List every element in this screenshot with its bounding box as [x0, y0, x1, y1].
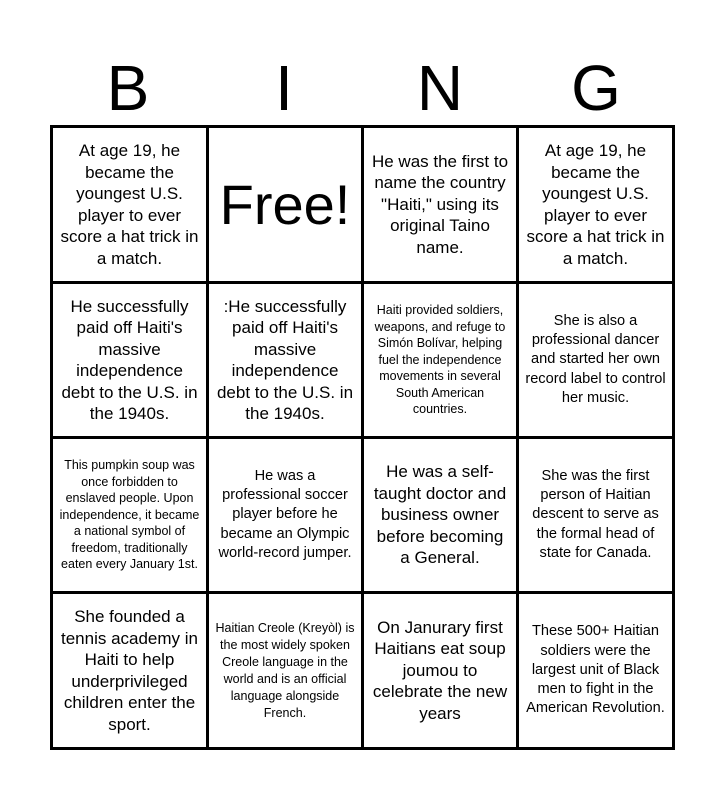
bingo-cell-r2c1[interactable] — [53, 284, 206, 436]
cell-text: Free! — [219, 172, 351, 236]
bingo-cell-r4c4[interactable] — [519, 594, 672, 747]
header-letter-g: G — [571, 52, 621, 124]
cell-text: He successfully paid off Haiti's massive independence debt to the U.S. in the 1940s. — [61, 296, 198, 423]
cell-text: He was the first to name the country "Haiti," using its original Taino name. — [371, 151, 509, 257]
bingo-cell-r4c1[interactable] — [53, 594, 206, 747]
cell-text: She is also a professional dancer and started her own record label to control her music. — [525, 312, 666, 406]
bingo-grid — [50, 125, 675, 750]
cell-text: At age 19, he became the youngest U.S. player to ever score a hat trick in a match. — [60, 141, 199, 268]
bingo-cell-r2c2[interactable] — [209, 284, 361, 436]
bingo-cell-r2c3[interactable] — [364, 284, 516, 436]
cell-text: Haitian Creole (Kreyòl) is the most widely spoken Creole language in the world and is an official language alongside French. — [215, 620, 355, 720]
cell-text: Haiti provided soldiers, weapons, and refuge to Simón Bolívar, helping fuel the independence movements in several South American countries. — [374, 303, 506, 417]
bingo-cell-r1c3[interactable] — [364, 128, 516, 281]
cell-text: She was the first person of Haitian descent to serve as the formal head of state for Canada. — [532, 467, 659, 561]
header-letter-n: N — [416, 52, 464, 124]
bingo-cell-r1c4[interactable] — [519, 128, 672, 281]
cell-text: :He successfully paid off Haiti's massive independence debt to the U.S. in the 1940s. — [216, 296, 354, 423]
bingo-cell-r1c1[interactable] — [53, 128, 206, 281]
bingo-cell-r4c2[interactable] — [209, 594, 361, 747]
bingo-cell-r3c2[interactable] — [209, 439, 361, 591]
header-letter-b: B — [106, 52, 150, 124]
header-letter-i: I — [275, 52, 293, 124]
cell-text: On Janurary first Haitians eat soup joumou to celebrate the new years — [372, 617, 508, 723]
bingo-cell-r3c3[interactable] — [364, 439, 516, 591]
cell-text: These 500+ Haitian soldiers were the largest unit of Black men to fight in the American Revolution. — [526, 623, 665, 717]
cell-text: He was a self-taught doctor and business owner before becoming a General. — [373, 462, 507, 568]
bingo-cell-r4c3[interactable] — [364, 594, 516, 747]
cell-text: He was a professional soccer player before he became an Olympic world-record jumper. — [218, 467, 352, 561]
bingo-header — [50, 52, 675, 124]
bingo-cell-r2c4[interactable] — [519, 284, 672, 436]
bingo-cell-free[interactable] — [209, 128, 361, 281]
bingo-cell-r3c4[interactable] — [519, 439, 672, 591]
cell-text: She founded a tennis academy in Haiti to help underprivileged children enter the sport. — [60, 607, 199, 734]
bingo-cell-r3c1[interactable] — [53, 439, 206, 591]
cell-text: This pumpkin soup was once forbidden to enslaved people. Upon independence, it became a national symbol of freedom, traditionally eaten every January 1st. — [59, 458, 200, 572]
cell-text: At age 19, he became the youngest U.S. player to ever score a hat trick in a match. — [526, 141, 665, 268]
